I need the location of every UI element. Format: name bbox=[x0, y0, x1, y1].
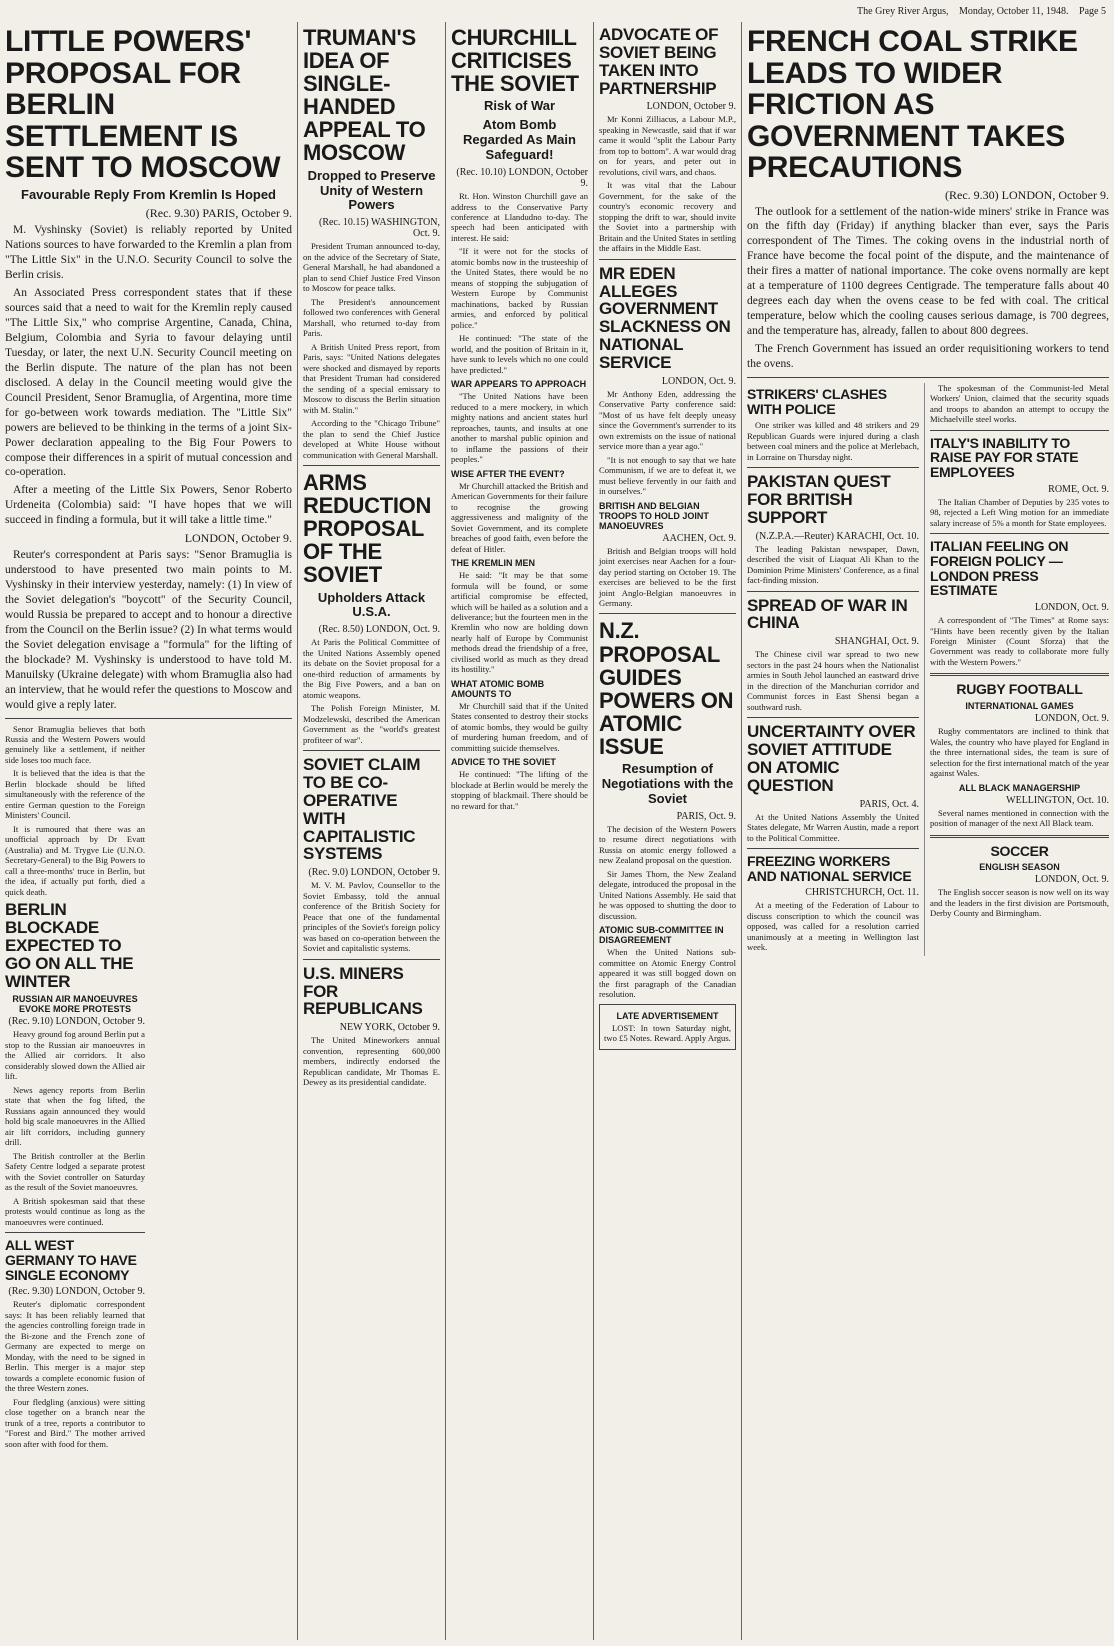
story-dateline: LONDON, Oct. 9. bbox=[1034, 602, 1109, 614]
lead-story-right bbox=[747, 26, 1109, 372]
column-2 bbox=[298, 22, 446, 1640]
story-headline: FREEZING WORKERS AND NATIONAL SERVICE bbox=[747, 853, 912, 884]
story-dateline: (Rec. 9.30) LONDON, October 9. bbox=[8, 1286, 145, 1298]
divider bbox=[747, 848, 919, 849]
late-advertisement bbox=[599, 1004, 736, 1050]
paragraph: It is rumoured that there was an unofficial approach by Dr Evatt (Australia) and M. Trygve Lie (U.N.O. Secretary-General) to the Big Powers to call a three-months' truce in Berlin, but the idea, if actually put forth, died a quick death. bbox=[5, 823, 145, 897]
masthead bbox=[6, 4, 1106, 20]
story-headline: MR EDEN ALLEGES GOVERNMENT SLACKNESS ON NATIONAL SERVICE bbox=[599, 263, 731, 372]
paragraph: Mr Churchill said that if the United States consented to destroy their stocks of atomic bombs, they would be guilty of murdering human freedom, and of committing suicide themselves. bbox=[451, 700, 588, 753]
story-subhead: THE KREMLIN MEN bbox=[451, 558, 535, 569]
story-dateline: CHRISTCHURCH, Oct. 11. bbox=[805, 887, 919, 899]
story-headline: TRUMAN'S IDEA OF SINGLE-HANDED APPEAL TO MOSCOW bbox=[303, 25, 426, 166]
lead-paragraph: M. Vyshinsky (Soviet) is reliably reported by United Nations sources to have forwarded to the Kremlin a plan from "The Little Six" in the U.N.O. Security Council to solve the Berlin crisis. bbox=[5, 224, 292, 282]
paragraph: One striker was killed and 48 strikers and 29 Republican Guards were injured during a clash between coal miners and the police at Merlebach, in Lorraine on Thursday night. bbox=[747, 420, 919, 462]
divider bbox=[747, 591, 919, 592]
divider bbox=[747, 717, 919, 718]
paragraph: President Truman announced to-day, on the advice of the Secretary of State, General Marshall, he had abandoned a plan to send Chief Justice Fred Vinson to Moscow for peace talks. bbox=[303, 241, 440, 294]
divider bbox=[599, 613, 736, 614]
paragraph: Rugby commentators are inclined to think that Wales, the country who have played for England in the three international sides, the team is sure of selection for the first international match of the year against Wales. bbox=[930, 726, 1109, 779]
story-subhead: WAR APPEARS TO APPROACH bbox=[451, 379, 587, 390]
lead-paragraph: Reuter's correspondent at Paris says: "Senor Bramuglia is understood to have presented two main points to M. Vyshinsky in their interview yesterday, namely: (1) In view of the Soviet delegation's "boycott" of the Security Council, would Russia be prepared to accept and to honour a directive from the Council on the Berlin issue? (2) In what terms would the Soviet delegation envisage a "formula" for the lifting of the blockade? M. Vyshinsky is understood to have told M. Manuilsky (Ukraine delegate) with whom Bramuglia also had an interview, that he would refer the questions to Moscow and would give a reply later. bbox=[5, 549, 292, 711]
lead-dateline: (Rec. 9.30) PARIS, October 9. bbox=[145, 206, 292, 221]
paragraph: Mr Anthony Eden, addressing the Conservative Party conference said: "Most of us have felt deeply uneasy since the Government's surrender to its own extremists on the issue of national service more than a year ago." bbox=[599, 388, 736, 452]
story-deck: Upholders Attack U.S.A. bbox=[317, 589, 426, 620]
story-headline: ALL WEST GERMANY TO HAVE SINGLE ECONOMY bbox=[5, 1237, 137, 1283]
paragraph: He continued: "The lifting of the blockade at Berlin would be merely the stopping of blackmail. There should be no reward for that." bbox=[451, 769, 588, 811]
paragraph: Sir James Thorn, the New Zealand delegate, introduced the proposal in the United Nations Assembly. He said that he was opposed to shutting the door to discussion. bbox=[599, 868, 736, 921]
story-headline: FRENCH COAL STRIKE LEADS TO WIDER FRICTION AS GOVERNMENT TAKES PRECAUTIONS bbox=[747, 25, 1078, 184]
story-dateline: NEW YORK, October 9. bbox=[339, 1022, 440, 1034]
story-subhead: ADVICE TO THE SOVIET bbox=[451, 757, 556, 768]
story-headline: N.Z. PROPOSAL GUIDES POWERS ON ATOMIC ISSUE bbox=[599, 618, 734, 759]
story-dateline: PARIS, Oct. 4. bbox=[859, 798, 919, 810]
divider bbox=[303, 465, 440, 466]
story-dateline: LONDON, Oct. 9. bbox=[1034, 874, 1109, 886]
story-headline: ITALY'S INABILITY TO RAISE PAY FOR STATE EMPLOYEES bbox=[930, 434, 1079, 481]
paragraph: The British controller at the Berlin Safety Centre lodged a separate protest with the Soviet controller on Saturday as the result of the Soviet manoeuvres. bbox=[5, 1150, 145, 1193]
paragraph: Rt. Hon. Winston Churchill gave an address to the Conservative Party conference at Llandudno to-day. The speech had been anticipated with interest. He said: bbox=[451, 191, 588, 243]
story-dateline: (Rec. 10.15) WASHINGTON, Oct. 9. bbox=[318, 217, 440, 240]
story-dateline: (Rec. 9.10) LONDON, October 9. bbox=[8, 1016, 145, 1028]
paragraph: Four fledgling (anxious) were sitting close together on a branch near the trunk of a tree, reports a contributor to "Forest and Bird." The mother arrived soon after with food for them. bbox=[5, 1396, 145, 1449]
sport-subhead: ENGLISH SEASON bbox=[979, 862, 1060, 873]
story-dateline: AACHEN, Oct. 9. bbox=[662, 532, 736, 544]
story-deck: Dropped to Preserve Unity of Western Powers bbox=[307, 167, 436, 213]
paragraph: The Italian Chamber of Deputies by 235 votes to 98, rejected a Left Wing motion for an immediate salary increase of 5% a month for State employees. bbox=[930, 496, 1109, 528]
paragraph: At Paris the Political Committee of the United Nations Assembly opened its debate on the Soviet proposal for a one-third reduction of armaments by the Big Five Powers, and a ban on atomic weapons. bbox=[303, 637, 440, 700]
story-subhead: BRITISH AND BELGIAN TROOPS TO HOLD JOINT MANOEUVRES bbox=[599, 500, 709, 531]
column-1 bbox=[0, 22, 298, 1640]
paragraph: The spokesman of the Communist-led Metal Workers' Union, claimed that the security squads and troops to abandon an attempt to occupy the Michaelville steel works. bbox=[930, 382, 1109, 425]
lead-headline: LITTLE POWERS' PROPOSAL FOR BERLIN SETTLEMENT IS SENT TO MOSCOW bbox=[5, 25, 281, 184]
story-headline: PAKISTAN QUEST FOR BRITISH SUPPORT bbox=[747, 472, 891, 527]
divider bbox=[930, 430, 1109, 431]
story-headline: BERLIN BLOCKADE EXPECTED TO GO ON ALL THE WINTER bbox=[5, 900, 134, 991]
paragraph: The President's announcement followed two conferences with General Marshall, who returned to-day from Paris. bbox=[303, 296, 440, 339]
story-headline: U.S. MINERS FOR REPUBLICANS bbox=[303, 963, 423, 1019]
paragraph: "It is not enough to say that we hate Communism, if we are to defeat it, we must believe fervently in our faith and in ourselves." bbox=[599, 454, 736, 497]
paragraph: British and Belgian troops will hold joint exercises near Aachen for a four-day period starting on October 19. The exercises are believed to be the first joint Anglo-Belgian manoeuvres in Germany. bbox=[599, 545, 736, 608]
sport-heading: RUGBY FOOTBALL bbox=[956, 681, 1083, 698]
paper-name: The Grey River Argus, bbox=[857, 6, 949, 17]
story-headline: STRIKERS' CLASHES WITH POLICE bbox=[747, 385, 887, 417]
paragraph: A British spokesman said that these protests would continue as long as the manoeuvres were continued. bbox=[5, 1195, 145, 1227]
paragraph: It is believed that the idea is that the Berlin blockade should be lifted simultaneously with the reference of the entire German question to the Foreign Ministers' Council. bbox=[5, 768, 145, 821]
story-subhead: ATOMIC SUB-COMMITTEE IN DISAGREEMENT bbox=[599, 925, 724, 946]
paragraph: The United Mineworkers annual convention, representing 600,000 members, indirectly endorsed the Republican candidate, Mr Thomas E. Dewey as its presidential candidate. bbox=[303, 1035, 440, 1088]
sub-column-right bbox=[930, 383, 1109, 919]
paragraph: Heavy ground fog around Berlin put a stop to the Russian air manoeuvres in the Allied air corridors. It also considerably slowed down the Allied air lift. bbox=[5, 1029, 145, 1082]
paragraph: The Chinese civil war spread to two new sectors in the past 24 hours when the Nationalist armies in South Jehol launched an eastward drive in the direction of the Manchurian corridor and Communist forces in East Shensi began a southward rush. bbox=[747, 649, 919, 712]
paragraph: The decision of the Western Powers to resume direct negotiations with Russia on atomic energy followed a new Zealand proposal on the question. bbox=[599, 823, 736, 866]
paragraph: The French Government has issued an order requisitioning workers to tend the ovens. bbox=[747, 342, 1109, 370]
story-headline: ARMS REDUCTION PROPOSAL OF THE SOVIET bbox=[303, 470, 432, 588]
sport-heading: SOCCER bbox=[990, 842, 1049, 859]
story-subhead: WISE AFTER THE EVENT? bbox=[451, 468, 565, 479]
paragraph: According to the "Chicago Tribune" the plan to send the Chief Justice developed at White House without communication with General Marshall. bbox=[303, 418, 440, 460]
paragraph: Mr Churchill attacked the British and American Governments for their failure to recognise the growing aggressiveness and malignity of the Soviet Government, and its complete breaches of good faith, even before the defeat of Hitler. bbox=[451, 480, 588, 554]
sport-subhead: INTERNATIONAL GAMES bbox=[965, 701, 1074, 712]
page-number: Page 5 bbox=[1079, 6, 1106, 17]
paragraph: Several names mentioned in connection with the position of manager of the next All Black team. bbox=[930, 807, 1109, 829]
paragraph: At a meeting of the Federation of Labour to discuss conscription to which the council was opposed, was called for a resolution carried unanimously at a meeting in Wellington last week. bbox=[747, 900, 919, 953]
story-headline: ADVOCATE OF SOVIET BEING TAKEN INTO PARTNERSHIP bbox=[599, 25, 719, 98]
story-subhead: WHAT ATOMIC BOMB AMOUNTS TO bbox=[451, 678, 545, 699]
paragraph: At the United Nations Assembly the United States delegate, Mr Warren Austin, made a report to the Political Committee. bbox=[747, 811, 919, 843]
paragraph: The Polish Foreign Minister, M. Modzelewski, described the American Government as the "world's greatest profiteer of war". bbox=[303, 703, 440, 745]
column-4 bbox=[594, 22, 742, 1640]
story-dateline: (Rec. 9.30) LONDON, October 9. bbox=[945, 187, 1109, 202]
story-dateline: (Rec. 10.10) LONDON, October 9. bbox=[456, 167, 588, 190]
story-dateline: LONDON, October 9. bbox=[646, 101, 736, 113]
paragraph: A correspondent of "The Times" at Rome says: "Hints have been recently given by the Italian Foreign Minister (Count Sforza) that the Government was ready to collaborate more fully with the Western Powers." bbox=[930, 615, 1109, 667]
small-column bbox=[5, 724, 145, 1453]
story-deck-2: Atom Bomb Regarded As Main Safeguard! bbox=[463, 117, 576, 163]
lead-paragraph: After a meeting of the Little Six Powers, Senor Roberto Urdeneita (Colombia) said: "I have hopes that we will succeed in finding a formula, but it will take a little time." bbox=[5, 484, 292, 527]
story-deck: Risk of War bbox=[483, 98, 556, 114]
story-dateline: (Rec. 9.0) LONDON, October 9. bbox=[308, 867, 440, 879]
story-dateline: (Rec. 8.50) LONDON, Oct. 9. bbox=[318, 624, 440, 636]
paragraph: "If it were not for the stocks of atomic bombs now in the trusteeship of the United States, there would be no means of stopping the subjugation of Western Europe by Communist machinations, backed by Russian armies, and enforced by political police." bbox=[451, 246, 588, 330]
paragraph: Reuter's diplomatic correspondent says: It has been reliably learned that the agencies controlling foreign trade in the Bi-zone and the French zone of Germany are expected to merge on Monday, with the need to be signed in Berlin. This merger is a major step towards a complete economic fusion of the three Western zones. bbox=[5, 1299, 145, 1394]
paragraph: It was vital that the Labour Government, for the sake of the country's economic recovery and stopping the drift to war, should invite the Soviet into a partnership with Britain and the United States in settling the affairs in the Middle East. bbox=[599, 180, 736, 254]
story-dateline: ROME, Oct. 9. bbox=[1048, 483, 1109, 495]
paragraph: M. V. M. Pavlov, Counsellor to the Soviet Embassy, told the annual conference of the British Society for Peace that one of the fundamental principles of the Soviet's foreign policy was based on co-operation between the Soviet and capitalistic systems. bbox=[303, 880, 440, 954]
paragraph: When the United Nations sub-committee on Atomic Energy Control appeared it was still bogged down on the first paragraph of the Canadian resolution. bbox=[599, 947, 736, 1000]
divider bbox=[930, 533, 1109, 534]
story-dateline: WELLINGTON, Oct. 10. bbox=[1006, 794, 1109, 806]
story-deck: Resumption of Negotiations with the Soviet bbox=[601, 761, 734, 806]
divider bbox=[5, 1232, 145, 1233]
divider bbox=[303, 959, 440, 960]
notice-text: LOST: In town Saturday night, two £5 Notes. Reward. Apply Argus. bbox=[604, 1022, 731, 1044]
lead-story bbox=[5, 26, 292, 713]
paragraph: The leading Pakistan newspaper, Dawn, described the visit of Liaquat Ali Khan to the Dominion Prime Ministers' Conference, as a final fact-finding mission. bbox=[747, 543, 919, 586]
sport-subhead: ALL BLACK MANAGERSHIP bbox=[958, 782, 1081, 793]
paragraph: Mr Konni Zilliacus, a Labour M.P., speaking in Newcastle, said that if war came it would "split the Labour Party from top to bottom". A war would drag on for years, and peter out in revolutions, civil wars, and chaos. bbox=[599, 114, 736, 177]
sub-column-left bbox=[747, 383, 925, 956]
divider bbox=[747, 467, 919, 468]
column-3 bbox=[446, 22, 594, 1640]
paragraph: He said: "It may be that some formula will be found, or some artificial compromise be effected, which will be hailed as a solution and a deliverance; but the fourteen men in the Kremlin who now are holding down nearly half of Europe by Communist methods dread the friendship of a free, civilised world as much as they dread its hostility." bbox=[451, 570, 588, 675]
story-headline: SPREAD OF WAR IN CHINA bbox=[747, 595, 908, 633]
story-dateline: SHANGHAI, Oct. 9. bbox=[834, 636, 919, 648]
paragraph: A British United Press report, from Paris, says: "United Nations delegates were shocked and dismayed by reports that President Truman had considered the sending of a special emissary to Moscow to discuss the Berlin situation with M. Stalin." bbox=[303, 341, 440, 415]
divider bbox=[930, 835, 1109, 838]
paragraph: The outlook for a settlement of the nation-wide miners' strike in France was on the fifth day (Friday) if anything blacker than ever, says the Paris correspondent of The Times. The coking ovens in the industrial north of France have become the focal point of the dispute, and the maintenance of their fires a matter of national importance. The coke ovens normally are kept at a temperature of 1100 degrees Centigrade. The temperature falls about 40 degrees each day when the ovens cease to be fed with coal. The critical temperature, below which the cooling causes serious damage, is 700 degrees, and the temperature has, already, fallen to about 800 degrees. bbox=[747, 205, 1109, 337]
story-dateline: LONDON, Oct. 9. bbox=[661, 375, 736, 387]
story-subhead: RUSSIAN AIR MANOEUVRES EVOKE MORE PROTESTS bbox=[12, 994, 138, 1015]
divider bbox=[747, 377, 1109, 378]
lead-dateline-2: LONDON, October 9. bbox=[184, 531, 292, 546]
story-headline: UNCERTAINTY OVER SOVIET ATTITUDE ON ATOMIC QUESTION bbox=[747, 722, 916, 795]
paragraph: He continued: "The state of the world, and the position of Britain in it, have sunk to levels which no one could have predicted." bbox=[451, 333, 588, 375]
notice-heading: LATE ADVERTISEMENT bbox=[616, 1010, 719, 1021]
divider bbox=[930, 673, 1109, 676]
story-headline: SOVIET CLAIM TO BE CO-OPERATIVE WITH CAPITALISTIC SYSTEMS bbox=[303, 755, 421, 864]
story-dateline: (N.Z.P.A.—Reuter) KARACHI, Oct. 10. bbox=[755, 530, 919, 542]
column-5 bbox=[742, 22, 1114, 1640]
paragraph: Senor Bramuglia believes that both Russia and the Western Powers would genuinely like a settlement, if neither side loses too much face. bbox=[5, 723, 145, 765]
divider bbox=[303, 750, 440, 751]
lead-deck: Favourable Reply From Kremlin Is Hoped bbox=[21, 186, 276, 202]
divider bbox=[599, 259, 736, 260]
story-headline: CHURCHILL CRITICISES THE SOVIET bbox=[451, 25, 579, 97]
paragraph: "The United Nations have been reduced to a mere mockery, in which mighty nations and ancient states hurl reproaches, taunts, and insults at one another to marshal public opinion and to inflame the passions of their peoples." bbox=[451, 391, 588, 465]
paragraph: The English soccer season is now well on its way and the leaders in the first division are Portsmouth, Derby County and Birmingham. bbox=[930, 887, 1109, 919]
divider bbox=[5, 718, 292, 719]
story-headline: ITALIAN FEELING ON FOREIGN POLICY — LONDON PRESS ESTIMATE bbox=[930, 538, 1069, 599]
story-dateline: PARIS, Oct. 9. bbox=[676, 810, 736, 822]
lead-paragraph: An Associated Press correspondent states that if these sources said that a need to wait for the Kremlin reply caused "The Little Six," who comprise Argentine, Canada, China, Belgium, Colombia and Syria to favour delaying until Tuesday, or later, the next U.N. Security Council meeting on the Berlin dispute. The nature of the plan has not been disclosed. A delay in the Council meeting would give the Council President, Senor Bramuglia, of Argentina, more time for go-between work towards mediation. The "Little Six" powers are believed to be thinking in the terms of a joint Six-Power declaration appealing to the Big Four Powers to compose their differences in a spirit of mutual concession and co-operation. bbox=[5, 287, 292, 479]
issue-date: Monday, October 11, 1948. bbox=[959, 6, 1069, 17]
story-dateline: LONDON, Oct. 9. bbox=[1034, 713, 1109, 725]
paragraph: News agency reports from Berlin state that when the fog lifted, the Russians again announced they would hold big scale manoeuvres in the Allied air lift corridors, including gunnery drill. bbox=[5, 1084, 145, 1148]
